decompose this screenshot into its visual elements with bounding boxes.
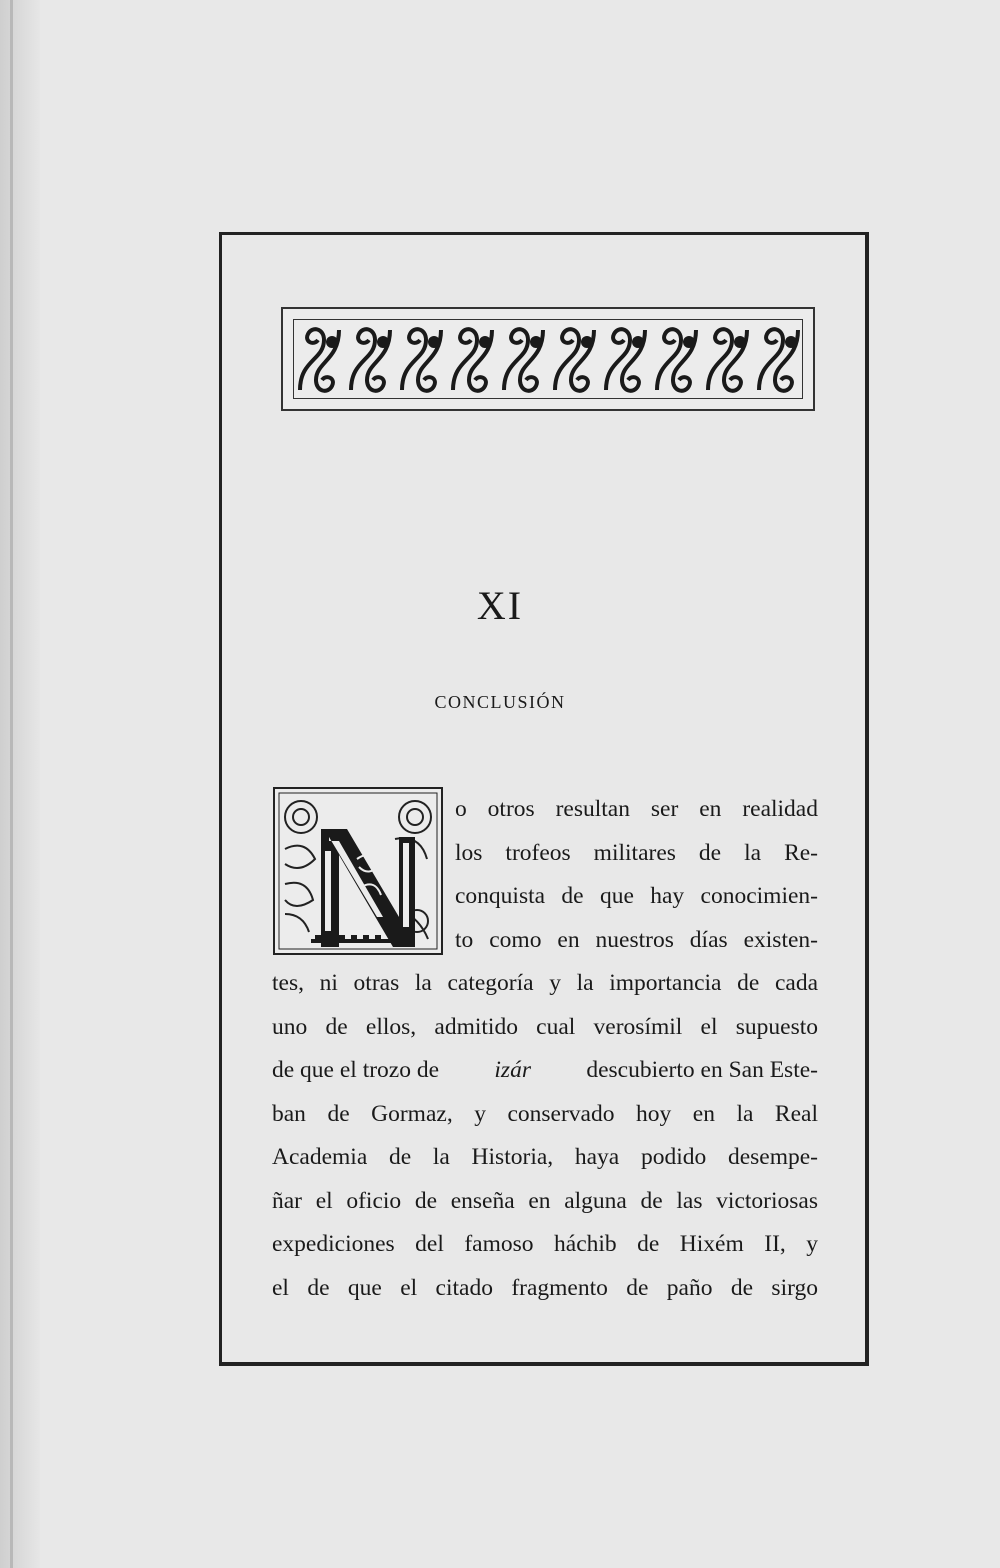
body-text (272, 788, 818, 1310)
text-line-11: expediciones del famoso háchib de Hixém II, y (272, 1231, 818, 1257)
text-line-5: tes, ni otras la categoría y la importancia de cada (272, 970, 818, 996)
text-line-3: conquista de que hay conocimien- (455, 883, 818, 909)
chapter-title: CONCLUSIÓN (434, 692, 566, 712)
page-gutter-shadow (0, 0, 40, 1568)
scroll-motif (657, 329, 696, 391)
scroll-motif (351, 329, 390, 391)
text-line-10: ñar el oficio de enseña en alguna de las victoriosas (272, 1187, 818, 1214)
chapter-number: XI (476, 583, 524, 628)
scroll-motif (708, 329, 747, 391)
scrollwork-pattern (294, 320, 803, 399)
text-line-7 (272, 1049, 818, 1093)
text-line-7-end: descubierto en San Este- (586, 1057, 818, 1083)
text-line-8: ban de Gormaz, y conservado hoy en la Real (272, 1100, 818, 1127)
italic-word-izar: izár (494, 1057, 531, 1083)
text-line-7-start: de que el trozo de (272, 1057, 440, 1083)
scroll-motif (402, 329, 441, 391)
text-line-1: o otros resultan ser en realidad (455, 796, 818, 822)
scrollwork-headpiece-icon (281, 307, 815, 411)
scroll-motif (453, 329, 492, 391)
scroll-motif (504, 329, 543, 391)
page-fold-line (10, 0, 13, 1568)
text-line-12: el de que el citado fragmento de paño de sirgo (272, 1274, 818, 1301)
text-line-2: los trofeos militares de la Re- (455, 839, 818, 866)
scroll-motif (759, 329, 798, 391)
text-line-6: uno de ellos, admitido cual verosímil el supuesto (272, 1013, 818, 1040)
text-line-9: Academia de la Historia, haya podido desempe- (272, 1144, 818, 1170)
scroll-motif (606, 329, 645, 391)
text-line-4: to como en nuestros días existen- (455, 926, 818, 953)
scroll-motif (555, 329, 594, 391)
scroll-motif (300, 329, 339, 391)
